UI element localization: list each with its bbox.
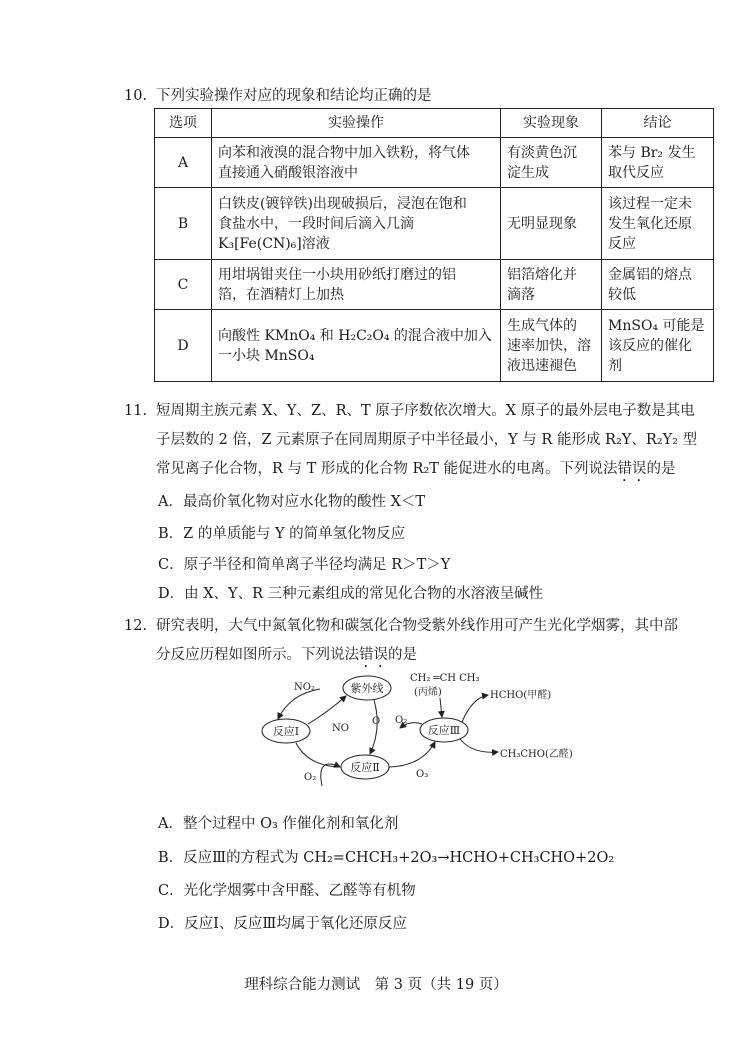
conclusion-cell: 苯与 Br₂ 发生 取代反应	[602, 138, 714, 188]
arrow-r1-down	[296, 743, 340, 767]
q12-option-c: C．光化学烟雾中含甲醛、乙醛等有机物	[158, 883, 416, 899]
emphasis-text: 错误	[359, 647, 388, 663]
table-row	[155, 310, 714, 382]
label-no2: NO₂	[294, 682, 315, 693]
question-stem: 下列实验操作对应的现象和结论均正确的是	[156, 88, 432, 104]
option-cell: B	[155, 188, 212, 260]
label-uv: 紫外线	[350, 682, 384, 695]
arrow-no2	[278, 689, 320, 719]
arrow-no	[308, 696, 346, 724]
table-header: 实验现象	[501, 109, 602, 138]
label-o2-top: O₂	[395, 715, 408, 726]
operation-cell: 用坩埚钳夹住一小块用砂纸打磨过的铝 箔，在酒精灯上加热	[212, 260, 501, 310]
page-footer: 理科综合能力测试 第 3 页（共 19 页）	[244, 977, 508, 993]
q11-line-1: 11. 短周期主族元素 X、Y、Z、R、T 原子序数依次增大。X 原子的最外层电子数是其电	[124, 403, 695, 419]
question-number: 12.	[124, 618, 148, 634]
q11-option-a: A．最高价氧化物对应水化物的酸性 X＜T	[158, 494, 426, 510]
table-row	[155, 260, 714, 310]
emphasis-text: 错误	[617, 461, 647, 477]
q11-option-b: B．Z 的单质能与 Y 的简单氢化物反应	[158, 526, 406, 542]
table-header: 选项	[155, 109, 212, 138]
q11-option-c: C．原子半径和简单离子半径均满足 R＞T＞Y	[158, 557, 451, 573]
label-r3: 反应Ⅲ	[427, 724, 461, 737]
arrow-o	[370, 700, 377, 754]
phenomenon-cell: 铝箔熔化并 滴落	[501, 260, 602, 310]
label-o3: O₃	[416, 769, 429, 780]
label-ch3cho: CH₃CHO(乙醛)	[500, 749, 573, 760]
label-hcho: HCHO(甲醛)	[490, 690, 552, 701]
q12-line-1: 12. 研究表明，大气中氮氧化物和碳氢化合物受紫外线作用可产生光化学烟雾，其中部	[124, 618, 678, 634]
arrow-o3	[389, 742, 435, 767]
phenomenon-cell: 无明显现象	[501, 188, 602, 260]
q12-option-d: D．反应Ⅰ、反应Ⅲ均属于氧化还原反应	[158, 916, 407, 932]
conclusion-cell: 金属铝的熔点 较低	[602, 260, 714, 310]
operation-cell: 白铁皮(镀锌铁)出现破损后，浸泡在饱和 食盐水中，一段时间后滴入几滴 K₃[Fe(CN)₆]溶液	[212, 188, 501, 260]
question-number: 11.	[124, 403, 148, 419]
q10-stem-line	[124, 84, 432, 105]
reaction-diagram	[250, 668, 590, 786]
q12-option-a: A．整个过程中 O₃ 作催化剂和氧化剂	[158, 816, 399, 832]
label-o: O	[372, 716, 381, 727]
experiment-table	[154, 108, 714, 382]
label-r2: 反应Ⅱ	[350, 761, 380, 774]
q11-line-2: 子层数的 2 倍，Z 元素原子在同周期原子中半径最小，Y 与 R 能形成 R₂Y、R₂Y₂ 型	[156, 432, 698, 448]
conclusion-cell: MnSO₄ 可能是 该反应的催化 剂	[602, 310, 714, 382]
phenomenon-cell: 有淡黄色沉 淀生成	[501, 138, 602, 188]
label-no: NO	[332, 723, 349, 734]
arrow-ch3cho	[460, 739, 498, 752]
conclusion-cell: 该过程一定未 发生氧化还原 反应	[602, 188, 714, 260]
label-propene-name: (丙烯)	[414, 687, 442, 698]
label-propene-formula: CH₂ ═CH CH₃	[410, 673, 480, 684]
arrow-hcho	[462, 695, 488, 722]
q11-line-3: 常见离子化合物，R 与 T 形成的化合物 R₂T 能促进水的电离。下列说法错误的是	[156, 461, 676, 477]
operation-cell: 向苯和液溴的混合物中加入铁粉，将气体 直接通入硝酸银溶液中	[212, 138, 501, 188]
option-cell: A	[155, 138, 212, 188]
table-header: 实验操作	[212, 109, 501, 138]
label-o2-bottom: O₂	[304, 772, 317, 783]
phenomenon-cell: 生成气体的 速率加快，溶 液迅速褪色	[501, 310, 602, 382]
arrow-propene	[440, 698, 442, 717]
q12-line-2: 分反应历程如图所示。下列说法错误的是	[156, 647, 417, 663]
operation-cell: 向酸性 KMnO₄ 和 H₂C₂O₄ 的混合液中加入 一小块 MnSO₄	[212, 310, 501, 382]
q12-option-b: B．反应Ⅲ的方程式为 CH₂=CHCH₃+2O₃→HCHO+CH₃CHO+2O₂	[158, 850, 615, 866]
option-cell: D	[155, 310, 212, 382]
q11-option-d: D．由 X、Y、R 三种元素组成的常见化合物的水溶液呈碱性	[158, 586, 544, 602]
label-r1: 反应Ⅰ	[272, 725, 300, 738]
question-number: 10.	[124, 88, 148, 104]
table-row	[155, 188, 714, 260]
table-header-row	[155, 109, 714, 138]
option-cell: C	[155, 260, 212, 310]
table-row	[155, 138, 714, 188]
table-header: 结论	[602, 109, 714, 138]
